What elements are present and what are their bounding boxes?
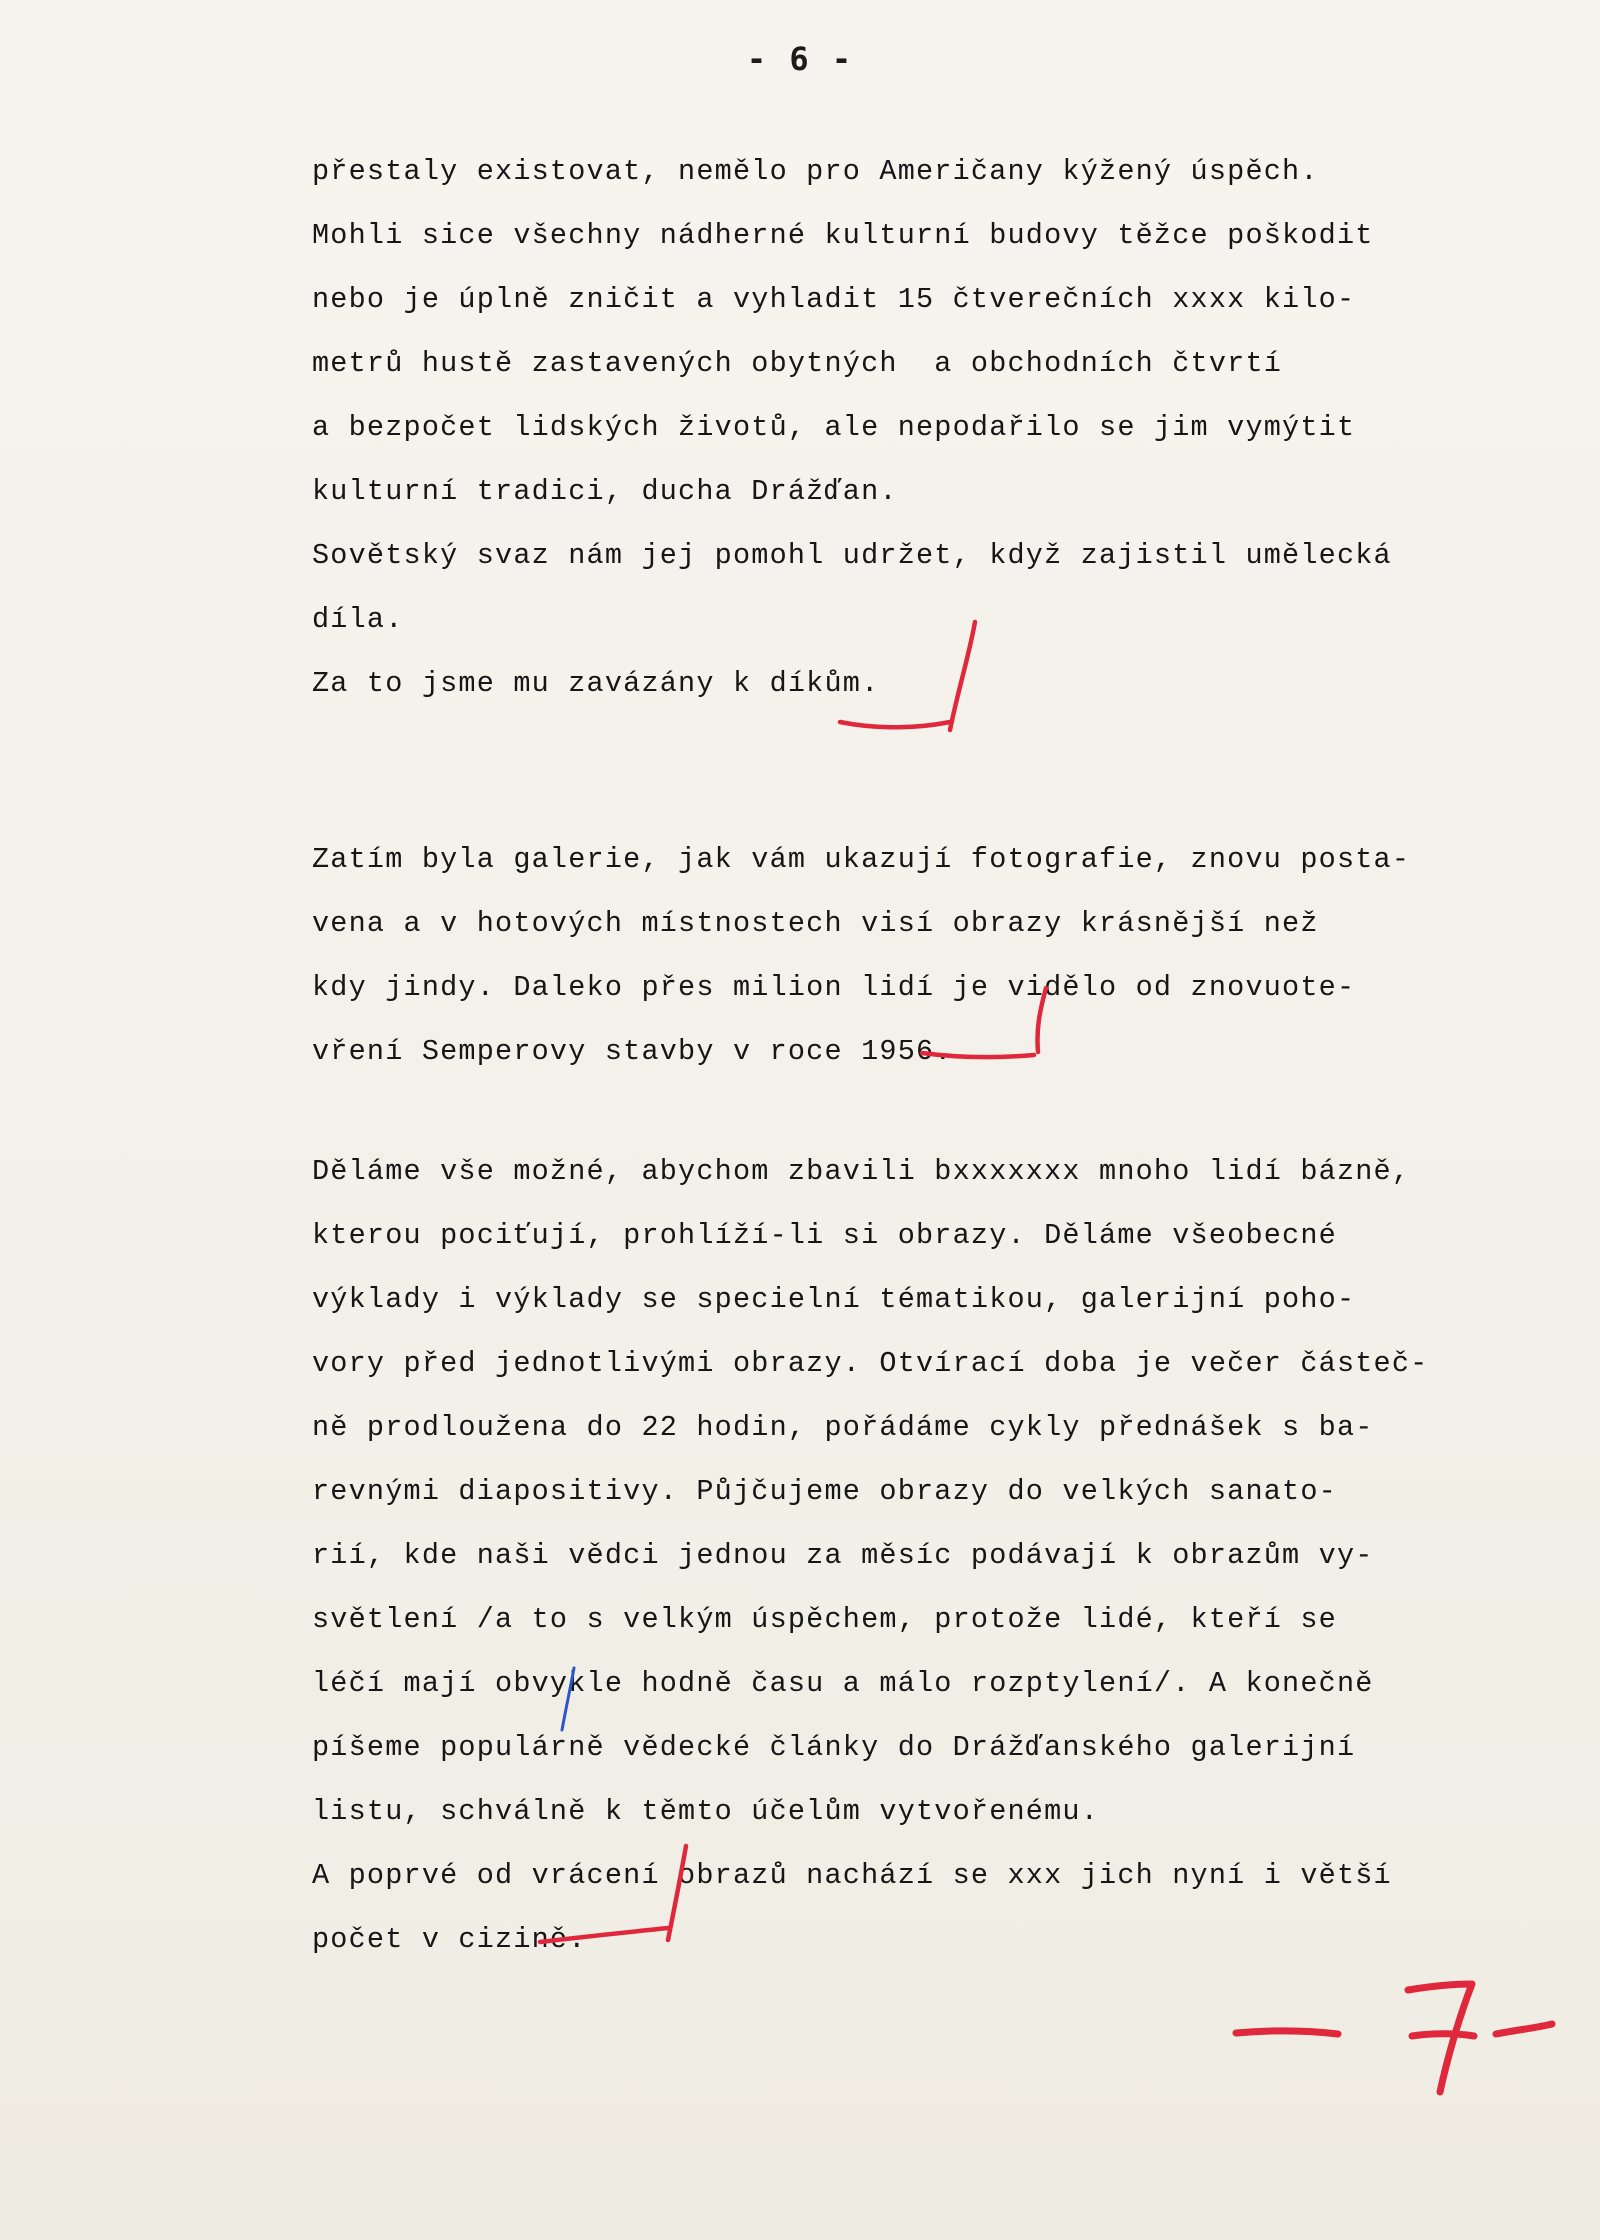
text-line: světlení /a to s velkým úspěchem, protože lidé, kteří se <box>312 1603 1337 1636</box>
paragraph-gap <box>312 716 1512 828</box>
text-line: revnými diapositivy. Půjčujeme obrazy do velkých sanato- <box>312 1475 1337 1508</box>
text-line: Mohli sice všechny nádherné kulturní budovy těžce poškodit <box>312 219 1374 252</box>
text-line: píšeme populárně vědecké články do Drážďanského galerijní <box>312 1731 1356 1764</box>
text-line: vena a v hotových místnostech visí obrazy krásnější než <box>312 907 1319 940</box>
text-line: listu, schválně k těmto účelům vytvořenému. <box>312 1795 1100 1828</box>
text-line: nebo je úplně zničit a vyhladit 15 čtverečních xxxx kilo- <box>312 283 1356 316</box>
text-line: kulturní tradici, ducha Drážďan. <box>312 475 898 508</box>
text-line: a bezpočet lidských životů, ale nepodařilo se jim vymýtit <box>312 411 1356 444</box>
paragraph-2 <box>312 828 1512 1084</box>
text-line: léčí mají obvykle hodně času a málo rozptylení/. A konečně <box>312 1667 1374 1700</box>
paragraph-3 <box>312 1140 1512 1972</box>
text-line: metrů hustě zastavených obytných a obchodních čtvrtí <box>312 347 1283 380</box>
text-line: Sovětský svaz nám jej pomohl udržet, když zajistil umělecká <box>312 539 1392 572</box>
text-line: Děláme vše možné, abychom zbavili bxxxxxxx mnoho lidí bázně, <box>312 1155 1411 1188</box>
text-line: rií, kde naši vědci jednou za měsíc podávají k obrazům vy- <box>312 1539 1374 1572</box>
text-line: vření Semperovy stavby v roce 1956. <box>312 1035 953 1068</box>
text-line: přestaly existovat, nemělo pro Američany kýžený úspěch. <box>312 155 1319 188</box>
text-line: kterou pociťují, prohlíží-li si obrazy. Děláme všeobecné <box>312 1219 1337 1252</box>
text-line: díla. <box>312 603 404 636</box>
text-line: výklady i výklady se specielní tématikou, galerijní poho- <box>312 1283 1356 1316</box>
page-number: - 6 - <box>746 40 854 78</box>
paragraph-1 <box>312 140 1512 716</box>
text-line: vory před jednotlivými obrazy. Otvírací doba je večer částeč- <box>312 1347 1429 1380</box>
text-line: kdy jindy. Daleko přes milion lidí je vidělo od znovuote- <box>312 971 1356 1004</box>
text-line: Zatím byla galerie, jak vám ukazují fotografie, znovu posta- <box>312 843 1411 876</box>
paragraph-gap <box>312 1084 1512 1140</box>
text-line: A poprvé od vrácení obrazů nachází se xxx jich nyní i větší <box>312 1859 1392 1892</box>
next-page-marker-glyphs <box>1236 1984 1552 2092</box>
text-line: Za to jsme mu zavázány k díkům. <box>312 667 880 700</box>
typed-text-body <box>312 140 1512 1972</box>
text-line: počet v cizině. <box>312 1923 587 1956</box>
text-line: ně prodloužena do 22 hodin, pořádáme cykly přednášek s ba- <box>312 1411 1374 1444</box>
